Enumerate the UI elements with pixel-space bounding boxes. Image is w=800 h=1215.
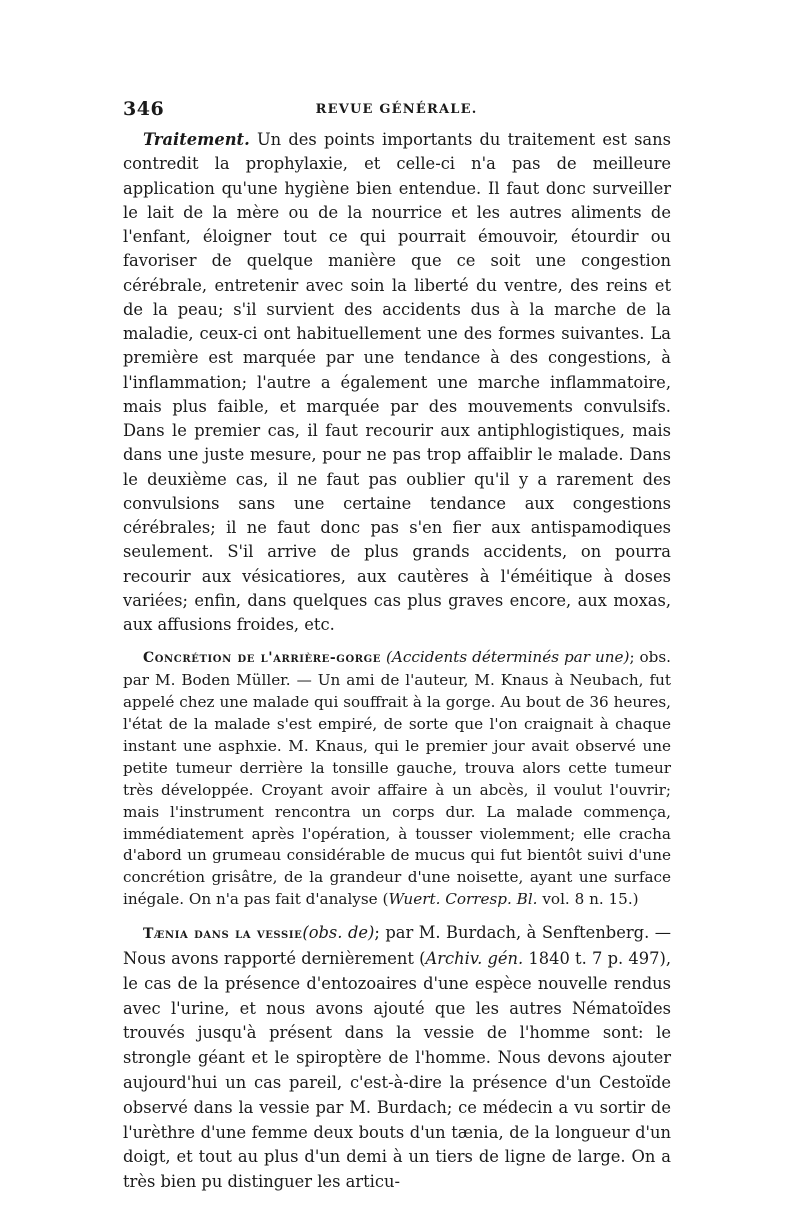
concretion-source: Wuert. Corresp. Bl. bbox=[388, 890, 538, 909]
concretion-text-end: vol. 8 n. 15.) bbox=[537, 890, 639, 909]
taenia-text: ; par M. Burdach, à Senftenberg. — Nous avons rapporté dernièrement ( bbox=[123, 923, 671, 968]
page-header bbox=[123, 98, 670, 128]
concretion-heading: Concrétion de l'arrière-gorge bbox=[143, 650, 382, 667]
taenia-heading: Tænia dans la vessie bbox=[143, 926, 303, 943]
page-number: 346 bbox=[123, 98, 165, 120]
traitement-paragraph bbox=[123, 128, 671, 637]
taenia-subtitle: (obs. de) bbox=[302, 923, 375, 943]
concretion-subtitle: (Accidents déterminés par une) bbox=[386, 648, 630, 667]
section-gap bbox=[123, 637, 671, 647]
traitement-text: Un des points importants du traitement est sans contredit la prophylaxie, et celle-ci n'a pas de meilleure application qu'une hygiène bien entendue. Il faut donc surveiller le lait de la mère ou de la nourrice et les autres aliments de l'enfant, éloigner tout ce qui pourrait émouvoir, étourdir ou favoriser de quelque manière que ce soit une congestion cérébrale, entretenir avec soin la liberté du ventre, des reins et de la peau; s'il survient des accidents dus à la marche de la maladie, ceux-ci ont habituellement une des formes suivantes. La première est marquée par une tendance à des congestions, à l'inflammation; l'autre a également une marche inflammatoire, mais plus faible, et marquée par des mouvements convulsifs. Dans le premier cas, il faut recourir aux antiphlogistiques, mais dans une juste mesure, pour ne pas trop affaiblir le malade. Dans le deuxième cas, il ne faut pas oublier qu'il y a rarement des convulsions sans une certaine tendance aux congestions cérébrales; il ne faut donc pas s'en fier aux antispamodiques seulement. S'il arrive de plus grands accidents, on pourra recourir aux vésicatiores, aux cautères à l'éméitique à doses variées; enfin, dans quelques cas plus graves encore, aux moxas, aux affusions froides, etc. bbox=[123, 130, 671, 634]
concretion-paragraph bbox=[123, 647, 671, 911]
section-gap bbox=[123, 911, 671, 921]
running-title: REVUE GÉNÉRALE. bbox=[315, 102, 478, 117]
page-body bbox=[123, 128, 671, 1195]
taenia-text-end: 1840 t. 7 p. 497), le cas de la présence d'entozoaires d'une espèce nouvelle rendus avec l'urine, et nous avons ajouté que les autres Nématoïdes trouvés jusqu'à présent dans la vessie de l'homme sont: le strongle géant et le spiroptère de l'homme. Nous devons ajouter aujourd'hui un cas pareil, c'est-à-dire la présence d'un Cestoïde observé dans la vessie par M. Burdach; ce médecin a vu sortir de l'urèthre d'une femme deux bouts d'un tænia, de la longueur d'un doigt, et tout au plus d'un demi à un tiers de ligne de large. On a très bien pu distinguer les articu- bbox=[123, 948, 671, 1192]
traitement-heading: Traitement. bbox=[143, 130, 250, 149]
concretion-text: ; obs. par M. Boden Müller. — Un ami de l'auteur, M. Knaus à Neubach, fut appelé chez une malade qui souffrait à la gorge. Au bout de 36 heures, l'état de la malade s'est empiré, de sorte que l'on craignait à chaque instant une asphxie. M. Knaus, qui le premier jour avait observé une petite tumeur derrière la tonsille gauche, trouva alors cette tumeur très développée. Croyant avoir affaire à un abcès, il voulut l'ouvrir; mais l'instrument rencontra un corps dur. La malade commença, immédiatement après l'opération, à tousser violemment; elle cracha d'abord un grumeau considérable de mucus qui fut bientôt suivi d'une concrétion grisâtre, de la grandeur d'une noisette, ayant une surface inégale. On n'a pas fait d'analyse ( bbox=[123, 648, 672, 909]
taenia-paragraph bbox=[123, 921, 671, 1195]
taenia-source: Archiv. gén. bbox=[425, 948, 524, 968]
